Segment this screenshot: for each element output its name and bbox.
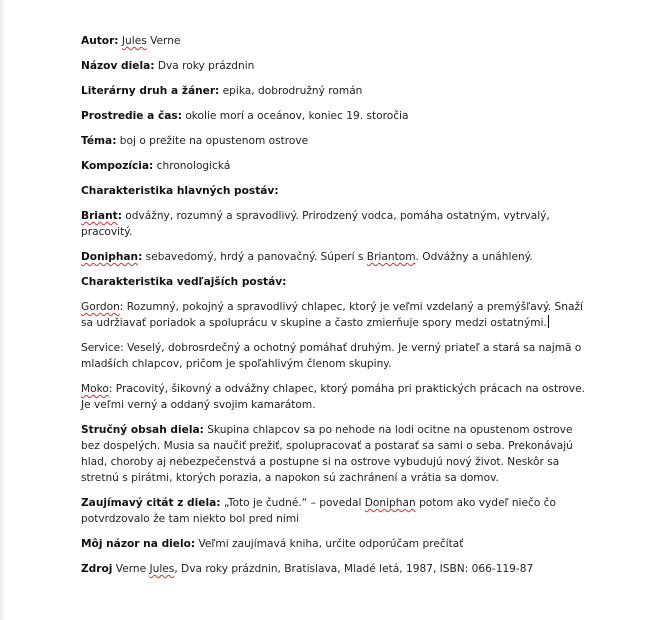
- author-line: [81, 33, 586, 49]
- quote-label: Zaujímavý citát z diela:: [81, 497, 221, 509]
- quote-name: Doniphan: [364, 497, 416, 509]
- briant-colon: :: [117, 210, 122, 222]
- source-text-after: , Dva roky prázdnin, Bratislava, Mladé letá, 1987, ISBN: 066-119-87: [174, 563, 534, 575]
- author-first-name: Jules: [121, 35, 147, 47]
- briant-text: odvážny, rozumný a spravodlivý. Prirodzený vodca, pomáha ostatným, vytrvalý, pracovitý.: [81, 210, 550, 238]
- document-body[interactable]: [81, 33, 586, 586]
- doniphan-name: Doniphan: [81, 251, 139, 263]
- setting-label: Prostredie a čas:: [81, 110, 182, 122]
- side-characters-heading: Charakteristika vedľajších postáv:: [81, 276, 287, 288]
- composition-line: [81, 158, 586, 174]
- service-paragraph: Service: Veselý, dobrosrdečný a ochotný pomáhať druhým. Je verný priateľ a stará sa najmä o mladších chlapcov, pričom je spoľahlivým členom skupiny.: [81, 342, 582, 370]
- page-edge: [0, 0, 6, 620]
- gordon-name: Gordon: [81, 301, 120, 313]
- theme-line: [81, 133, 586, 149]
- doniphan-text-before: sebavedomý, hrdý a panovačný. Súperí s: [142, 251, 367, 263]
- summary-value: Skupina chlapcov sa po nehode na lodi ocitne na opustenom ostrove bez dospelých. Musia sa naučiť prežiť, spolupracovať a postarať sa sami o seba. Prekonávajú hlad, choroby aj nebezpečenstvá a postupne si na ostrove vybudujú nový život. Neskôr sa stretnú s pirátmi, ktorých porazia, a napokon sú zachránení a vrátia sa domov.: [81, 424, 573, 484]
- moko-name: Moko: [81, 383, 109, 395]
- composition-value: chronologická: [153, 160, 231, 172]
- title-value: Dva roky prázdnin: [154, 60, 255, 72]
- theme-value: boj o prežite na opustenom ostrove: [116, 135, 309, 147]
- doniphan-paragraph: [81, 249, 586, 265]
- source-label: Zdroj: [81, 563, 113, 575]
- source-paragraph: [81, 561, 586, 577]
- setting-line: [81, 108, 586, 124]
- gordon-text: : Rozumný, pokojný a spravodlivý chlapec, ktorý je veľmi vzdelaný a premýšľavý. Snaží sa udržiavať poriadok a spoluprácu v skupine a často zmierňuje spory medzi ostatnými.: [81, 301, 583, 329]
- text-cursor: [548, 315, 549, 328]
- setting-value: okolie morí a oceánov, koniec 19. storočia: [181, 110, 409, 122]
- title-label: Názov diela:: [81, 60, 155, 72]
- moko-paragraph: [81, 381, 586, 413]
- opinion-value: Veľmi zaujímavá kniha, určite odporúčam prečítať: [195, 538, 464, 550]
- summary-label: Stručný obsah diela:: [81, 424, 204, 436]
- quote-text-before: „Toto je čudné.“ – povedal: [220, 497, 365, 509]
- doniphan-colon: :: [138, 251, 143, 263]
- gordon-paragraph: [81, 299, 586, 331]
- source-name: Jules: [149, 563, 175, 575]
- genre-line: [81, 83, 586, 99]
- author-last-name: Verne: [146, 35, 181, 47]
- opinion-label: Môj názor na dielo:: [81, 538, 196, 550]
- quote-paragraph: [81, 495, 586, 527]
- opinion-paragraph: [81, 536, 586, 552]
- summary-paragraph: [81, 422, 586, 486]
- briant-paragraph: [81, 208, 586, 240]
- doniphan-ref-name: Briantom: [366, 251, 416, 263]
- source-text-before: Verne: [112, 563, 150, 575]
- main-characters-heading: Charakteristika hlavných postáv:: [81, 185, 279, 197]
- moko-text: : Pracovitý, šikovný a odvážny chlapec, ktorý pomáha pri praktických prácach na ostrove. Je veľmi verný a oddaný svojim kamarátom.: [81, 383, 585, 411]
- title-line: [81, 58, 586, 74]
- author-label: Autor:: [81, 35, 119, 47]
- quote-text-after: potom ako vydeľ niečo čo potvrdzovalo že tam niekto bol pred nimi: [81, 497, 556, 525]
- briant-name: Briant: [81, 210, 118, 222]
- genre-label: Literárny druh a žáner:: [81, 85, 220, 97]
- doniphan-text-after: . Odvážny a unáhlený.: [415, 251, 533, 263]
- composition-label: Kompozícia:: [81, 160, 154, 172]
- theme-label: Téma:: [81, 135, 117, 147]
- genre-value: epika, dobrodružný román: [219, 85, 363, 97]
